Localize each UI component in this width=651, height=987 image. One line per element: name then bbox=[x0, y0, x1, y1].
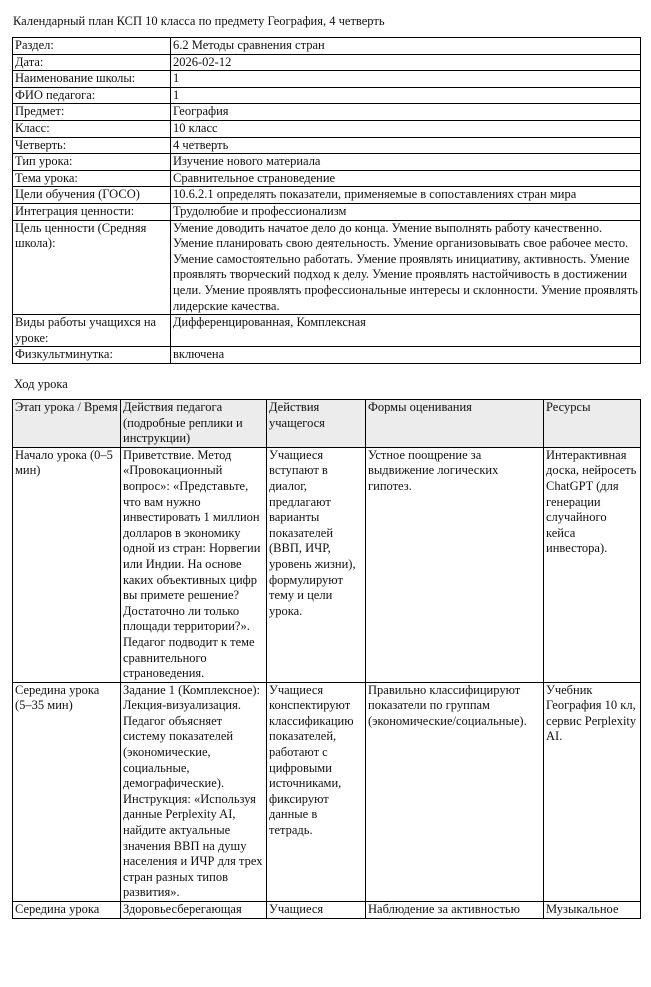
info-value: Трудолюбие и профессионализм bbox=[171, 203, 641, 220]
info-row bbox=[13, 54, 641, 71]
cell-student: Учащиеся bbox=[267, 902, 366, 919]
cell-stage: Середина урока bbox=[13, 902, 121, 919]
cell-student: Учащиеся вступают в диалог, предлагают варианты показателей (ВВП, ИЧР, уровень жизни), формулируют тему и цели урока. bbox=[267, 447, 366, 682]
info-value: 1 bbox=[171, 87, 641, 104]
info-label: Предмет: bbox=[13, 104, 171, 121]
cell-teacher: Приветствие. Метод «Провокационный вопрос»: «Представьте, что вам нужно инвестировать 1 миллион долларов в экономику одной из стран: Норвегии или Индии. На основе каких объективных цифр вы примете решение? Достаточно ли только площади территории?». Педагог подводит к теме сравнительного страноведения. bbox=[121, 447, 267, 682]
page-title: Календарный план КСП 10 класса по предмету География, 4 четверть bbox=[13, 14, 385, 28]
info-row bbox=[13, 87, 641, 104]
info-value: 1 bbox=[171, 71, 641, 88]
info-label: Четверть: bbox=[13, 137, 171, 154]
info-row bbox=[13, 154, 641, 171]
column-header-assessment: Формы оценивания bbox=[366, 400, 544, 448]
info-value: 10.6.2.1 определять показатели, применяемые в сопоставлениях стран мира bbox=[171, 187, 641, 204]
info-label: Тип урока: bbox=[13, 154, 171, 171]
info-value: включена bbox=[171, 347, 641, 364]
info-row bbox=[13, 187, 641, 204]
cell-resources: Интерактивная доска, нейросеть ChatGPT (для генерации случайного кейса инвестора). bbox=[544, 447, 641, 682]
info-label: Интеграция ценности: bbox=[13, 203, 171, 220]
column-header-student: Действия учащегося bbox=[267, 400, 366, 448]
column-header-teacher: Действия педагога (подробные реплики и инструкции) bbox=[121, 400, 267, 448]
info-row bbox=[13, 315, 641, 347]
info-label: ФИО педагога: bbox=[13, 87, 171, 104]
info-label: Цель ценности (Средняя школа): bbox=[13, 220, 171, 315]
lesson-progress-table bbox=[12, 399, 641, 919]
cell-resources: Музыкальное bbox=[544, 902, 641, 919]
info-value: 4 четверть bbox=[171, 137, 641, 154]
info-row bbox=[13, 170, 641, 187]
info-label: Тема урока: bbox=[13, 170, 171, 187]
info-label: Класс: bbox=[13, 120, 171, 137]
lesson-progress-heading: Ход урока bbox=[14, 377, 68, 391]
column-header-resources: Ресурсы bbox=[544, 400, 641, 448]
cell-teacher: Задание 1 (Комплексное): Лекция-визуализация. Педагог объясняет систему показателей (экономические, социальные, демографические). Инструкция: «Используя данные Perplexity AI, найдите актуальные значения ВВП на душу населения и ИЧР для трех стран разных типов развития». bbox=[121, 682, 267, 901]
info-value: Дифференцированная, Комплексная bbox=[171, 315, 641, 347]
info-row bbox=[13, 203, 641, 220]
info-row bbox=[13, 220, 641, 315]
info-label: Цели обучения (ГОСО) bbox=[13, 187, 171, 204]
cell-assessment: Устное поощрение за выдвижение логических гипотез. bbox=[366, 447, 544, 682]
table-row bbox=[13, 447, 641, 682]
info-label: Раздел: bbox=[13, 38, 171, 55]
lesson-table-header-row bbox=[13, 400, 641, 448]
info-label: Виды работы учащихся на уроке: bbox=[13, 315, 171, 347]
cell-stage: Середина урока (5–35 мин) bbox=[13, 682, 121, 901]
cell-student: Учащиеся конспектируют классификацию показателей, работают с цифровыми источниками, фиксируют данные в тетрадь. bbox=[267, 682, 366, 901]
info-value: Изучение нового материала bbox=[171, 154, 641, 171]
info-row bbox=[13, 120, 641, 137]
table-row bbox=[13, 902, 641, 919]
info-label: Наименование школы: bbox=[13, 71, 171, 88]
info-value: 6.2 Методы сравнения стран bbox=[171, 38, 641, 55]
info-value: География bbox=[171, 104, 641, 121]
info-row bbox=[13, 71, 641, 88]
cell-assessment: Правильно классифицируют показатели по группам (экономические/социальные). bbox=[366, 682, 544, 901]
info-row bbox=[13, 347, 641, 364]
info-value: 10 класс bbox=[171, 120, 641, 137]
info-label: Физкультминутка: bbox=[13, 347, 171, 364]
lesson-info-table bbox=[12, 37, 641, 364]
column-header-stage: Этап урока / Время bbox=[13, 400, 121, 448]
info-value: Умение доводить начатое дело до конца. Умение выполнять работу качественно. Умение планировать свою деятельность. Умение организовывать свое рабочее место. Умение самостоятельно работать. Умение проявлять инициативу, активность. Умение проявлять творческий подход к делу. Умение проявлять настойчивость в достижении цели. Умение проявлять профессиональные интересы и склонности. Умение проявлять лидерские качества. bbox=[171, 220, 641, 315]
table-row bbox=[13, 682, 641, 901]
cell-resources: Учебник География 10 кл, сервис Perplexity AI. bbox=[544, 682, 641, 901]
info-row bbox=[13, 104, 641, 121]
cell-assessment: Наблюдение за активностью bbox=[366, 902, 544, 919]
cell-stage: Начало урока (0–5 мин) bbox=[13, 447, 121, 682]
info-row bbox=[13, 38, 641, 55]
info-row bbox=[13, 137, 641, 154]
info-value: Сравнительное страноведение bbox=[171, 170, 641, 187]
info-label: Дата: bbox=[13, 54, 171, 71]
info-value: 2026-02-12 bbox=[171, 54, 641, 71]
cell-teacher: Здоровьесберегающая bbox=[121, 902, 267, 919]
